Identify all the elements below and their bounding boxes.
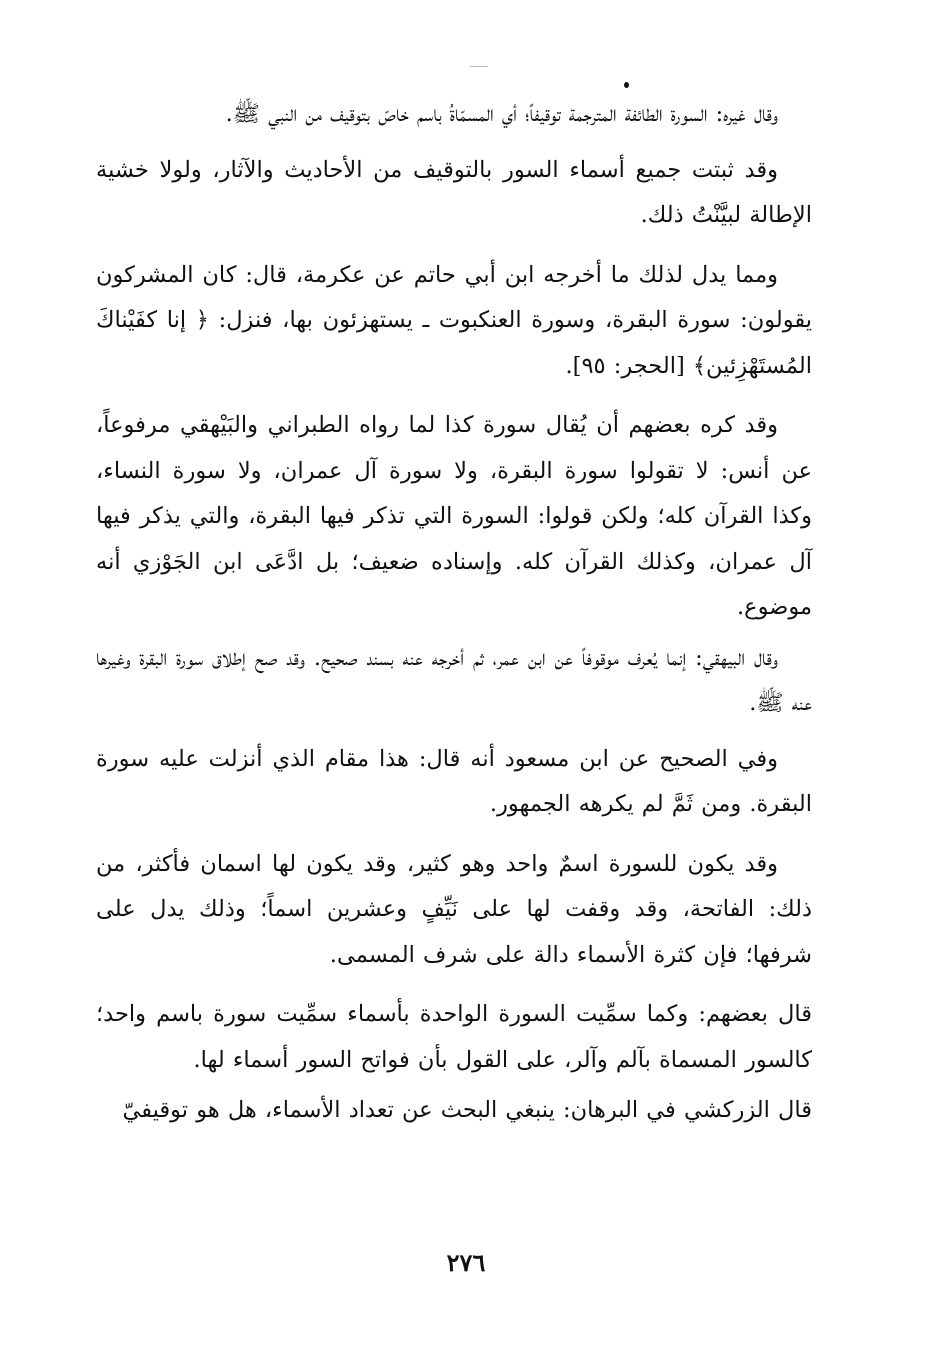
paragraph-3: ومما يدل لذلك ما أخرجه ابن أبي حاتم عن عكرمة، قال: كان المشركون يقولون: سورة البقرة، وسورة العنكبوت ـ يستهزئون بها، فنزل: ﴿ إنا كفَيْناكَ المُستَهْزِئين﴾ [الحجر: ٩٥]. [96,261,812,379]
paragraph-1: وقال غيره: السورة الطائفة المترجمة توقيفاً؛ أي المسمّاةُ باسم خاصّ بتوقيف من النبي ﷺ. [225,101,778,127]
paragraph-2: وقد ثبتت جميع أسماء السور بالتوقيف من الأحاديث والآثار، ولولا خشية الإطالة لبيَّنْتُ ذلك. [96,156,812,228]
paragraph-5: وقال البيهقي: إنما يُعرف موقوفاً عن ابن عمر، ثم أخرجه عنه بسند صحيح. وقد صح إطلاق سورة البقرة وغيرها عنه ﷺ. [96,644,812,716]
page-number: ٢٧٦ [446,1248,486,1277]
paragraph-7: وقد يكون للسورة اسمٌ واحد وهو كثير، وقد يكون لها اسمان فأكثر، من ذلك: الفاتحة، وقد وقفت لها على نَيِّفٍ وعشرين اسماً؛ وذلك يدل على شرفها؛ فإن كثرة الأسماء دالة على شرف المسمى. [96,850,812,968]
scan-mark [470,66,488,67]
paragraph-6: وفي الصحيح عن ابن مسعود أنه قال: هذا مقام الذي أنزلت عليه سورة البقرة. ومن ثَمَّ لم يكرهه الجمهور. [96,745,812,817]
paragraph-9: قال الزركشي في البرهان: ينبغي البحث عن تعداد الأسماء، هل هو توقيفيّ [122,1097,812,1123]
ink-dot [624,82,629,88]
paragraph-4: وقد كره بعضهم أن يُقال سورة كذا لما رواه الطبراني والبَيْهقي مرفوعاً، عن أنس: لا تقولوا سورة البقرة، ولا سورة آل عمران، ولا سورة النساء، وكذا القرآن كله؛ ولكن قولوا: السورة التي تذكر فيها البقرة، والتي يذكر فيها آل عمران، وكذلك القرآن كله. وإسناده ضعيف؛ بل ادَّعَى ابن الجَوْزي أنه موضوع. [96,412,812,620]
body-text [96,92,812,1134]
paragraph-8: قال بعضهم: وكما سمِّيت السورة الواحدة بأسماء سمِّيت سورة باسم واحد؛ كالسور المسماة بآلم وآلر، على القول بأن فواتح السور أسماء لها. [96,1001,812,1073]
